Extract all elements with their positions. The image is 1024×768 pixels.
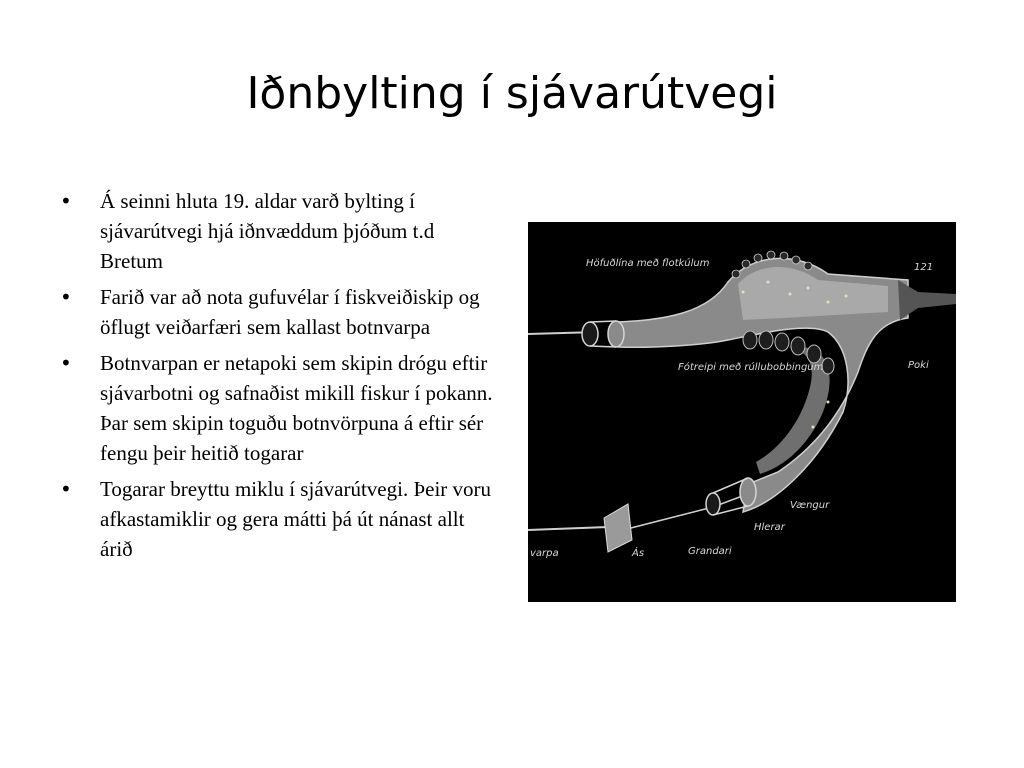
label-footrope: Fótreipi með rúllubobbingum xyxy=(678,362,824,373)
bullet-item xyxy=(60,282,500,342)
tow-cable-lower xyxy=(528,527,608,530)
bullet-dot-icon: • xyxy=(60,189,72,213)
slide-title: Iðnbylting í sjávarútvegi xyxy=(246,68,778,119)
label-warp: varpa xyxy=(530,548,559,559)
label-doors: Hlerar xyxy=(754,522,785,533)
upper-wing-end xyxy=(582,321,624,347)
codend xyxy=(898,280,956,320)
label-headline: Höfuðlína með flotkúlum xyxy=(586,258,710,269)
label-wing: Vængur xyxy=(790,500,830,511)
otter-door xyxy=(604,504,632,552)
bullet-text: Á seinni hluta 19. aldar varð bylting í sjávarútvegi hjá iðnvæddum þjóðum t.d Bretum xyxy=(100,189,435,273)
bullet-list xyxy=(60,186,500,570)
label-top-right: 121 xyxy=(914,262,934,273)
bullet-dot-icon: • xyxy=(60,285,72,309)
bullet-dot-icon: • xyxy=(60,351,72,375)
label-codend: Poki xyxy=(908,360,929,371)
bullet-text: Togarar breyttu miklu í sjávarútvegi. Þeir voru afkastamiklir og gera mátti þá út nánast allt árið xyxy=(100,477,492,561)
bullet-text: Botnvarpan er netapoki sem skipin drógu eftir sjávarbotni og safnaðist mikill fiskur í pokann. Þar sem skipin toguðu botnvörpuna á eftir sér fengu þeir heitið togarar xyxy=(100,351,493,465)
bullet-item xyxy=(60,186,500,276)
label-bridle: Grandari xyxy=(688,546,732,557)
bullet-item xyxy=(60,474,500,564)
trawl-net-diagram xyxy=(528,222,956,602)
label-axis: Ás xyxy=(632,548,645,559)
bullet-text: Farið var að nota gufuvélar í fiskveiðiskip og öflugt veiðarfæri sem kallast botnvarpa xyxy=(100,285,480,339)
bullet-item xyxy=(60,348,500,468)
bullet-dot-icon: • xyxy=(60,477,72,501)
door-line xyxy=(623,507,713,530)
